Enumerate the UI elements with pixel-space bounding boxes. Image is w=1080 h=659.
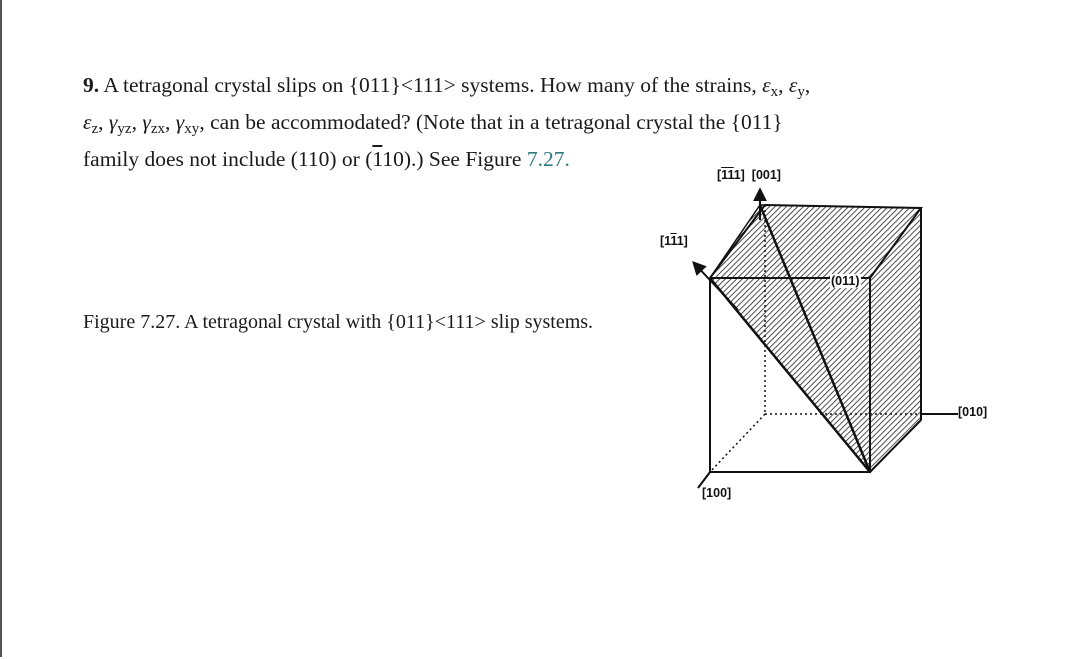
problem-text-1: A tetragonal crystal slips on {011}<111> systems. How many of the strains, [103,73,757,97]
problem-text-2: can be accommodated? (Note that in a tetragonal crystal the {011} [210,109,783,134]
hidden-edge-depth [710,414,765,472]
label-plane-011: (011) [831,274,860,288]
problem-text-3a: family does not include (110) or ( [83,146,373,171]
crystal-figure [640,160,1040,520]
strain-gamma-zx: $\gamma_{zx}$ [142,109,166,137]
problem-number: 9. [83,73,100,97]
problem-text-3b: 10).) See Figure [382,146,522,171]
strain-gamma-yz: $\gamma_{yz}$ [108,109,132,137]
strain-gamma-xy: $\gamma_{xy}$ [175,109,200,137]
label-axis-010: [010] [958,405,988,419]
strain-eps-x: $\varepsilon_x$ [762,73,779,100]
label-axis-100: [100] [702,486,732,500]
strain-eps-z: $\varepsilon_z$ [83,109,99,137]
problem-line-2: $\varepsilon_z$, $\gamma_{yz}$, $\gamma_{zx}$, $\gamma_{xy}$, can be accommodated? (Note that in a tetragonal crystal the {011} [83,109,783,137]
problem-text-3-bar: 1 [372,146,383,171]
crystal-diagram [640,160,1040,520]
strain-eps-y: $\varepsilon_y$ [788,73,805,100]
problem-line-1: 9. A tetragonal crystal slips on {011}<111> systems. How many of the strains, $\varepsilon_x$, $\varepsilon_y$, [83,73,811,100]
label-top-direction: [111] [001] [717,168,781,182]
figure-caption: Figure 7.27. A tetragonal crystal with {011}<111> slip systems. [83,311,594,333]
label-1-11-direction: [111] [660,234,688,248]
problem-statement [83,70,983,174]
figure-reference-link[interactable]: 7.27. [526,146,570,171]
